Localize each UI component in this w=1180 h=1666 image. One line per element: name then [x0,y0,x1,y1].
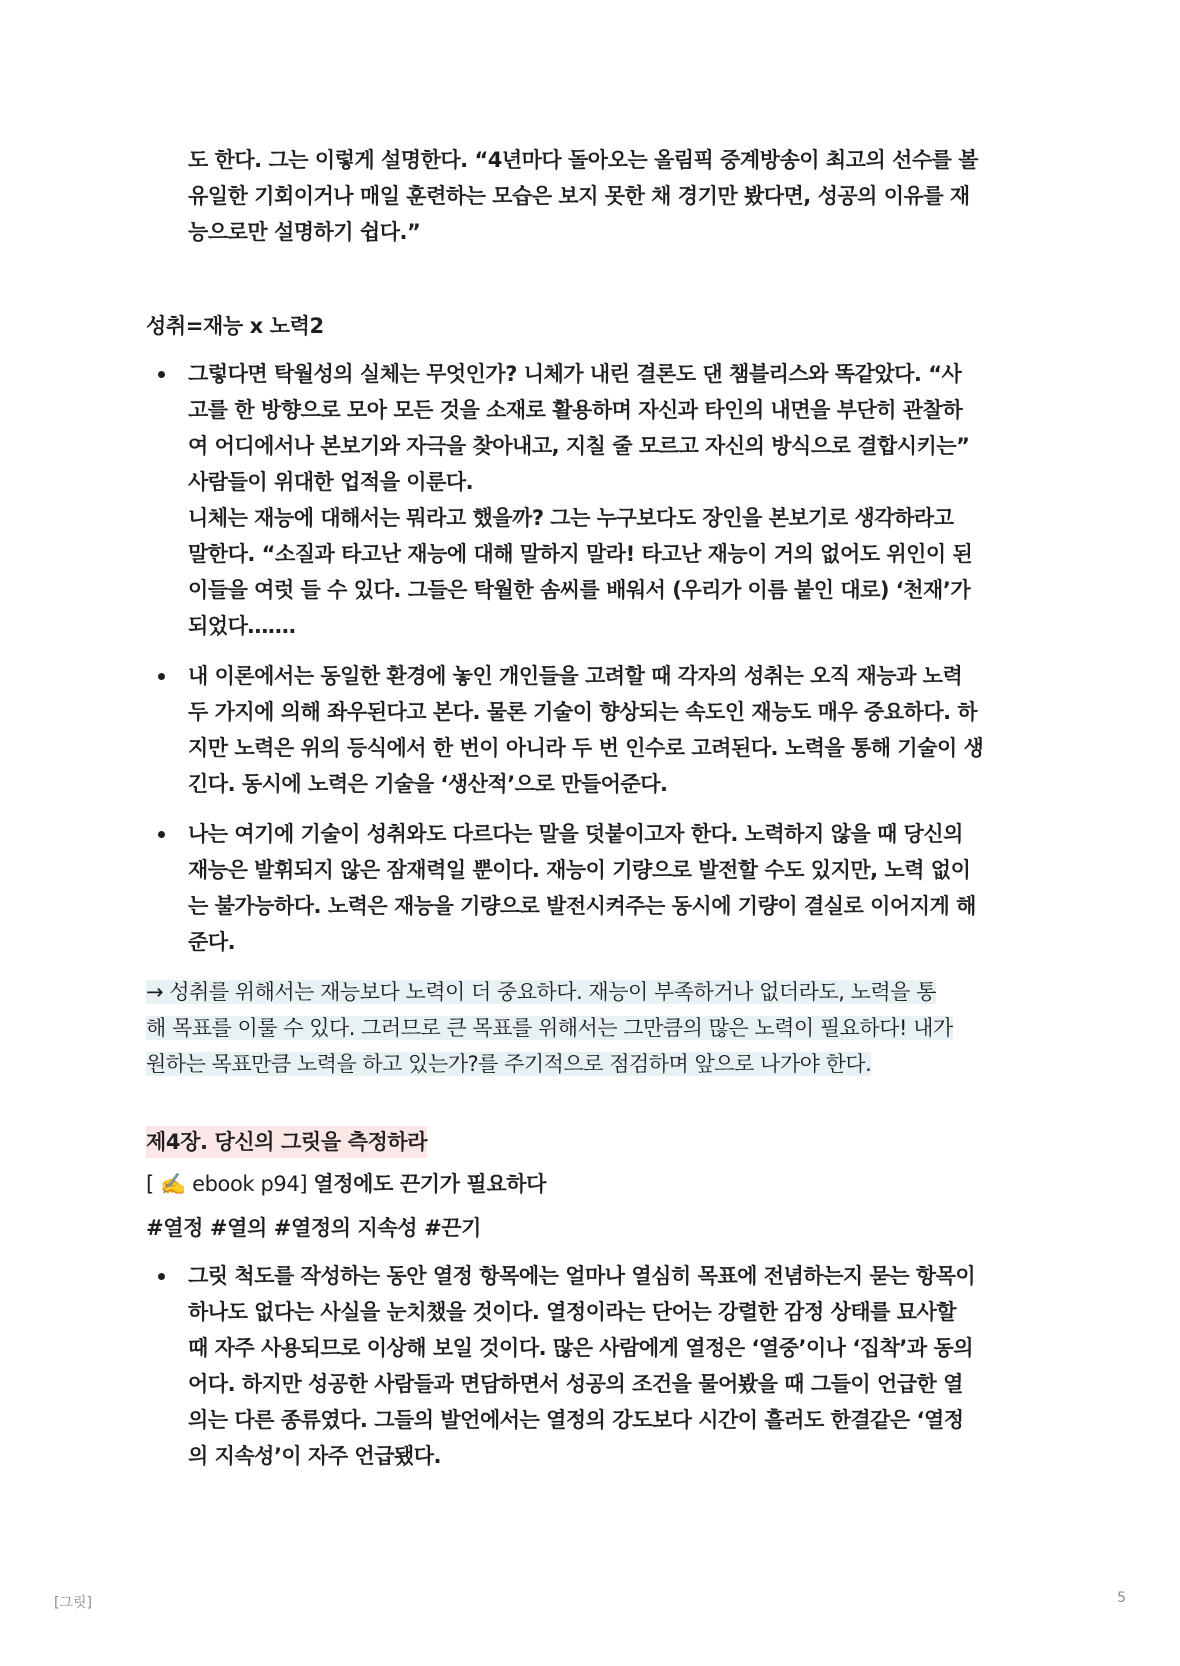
text-line: 재능은 발휘되지 않은 잠재력일 뿐이다. 재능이 기량으로 발전할 수도 있지만, 노력 없이 [188,858,971,882]
bullet-icon [158,371,165,378]
text-line: 고를 한 방향으로 모아 모든 것을 소재로 활용하며 자신과 타인의 내면을 부단히 관찰하 [188,398,963,422]
highlight-note [146,974,1046,1082]
list-item [146,356,1046,644]
text-line: 사람들이 위대한 업적을 이룬다. [188,470,474,494]
section-heading: 성취=재능 x 노력2 [146,314,324,338]
text-line: 이들을 여럿 들 수 있다. 그들은 탁월한 솜씨를 배워서 (우리가 이름 붙인 대로) ‘천재’가 [188,578,971,602]
bullet-icon [158,673,165,680]
chapter-title: 제4장. 당신의 그릿을 측정하라 [146,1126,427,1158]
intro-paragraph [188,142,1046,250]
text-line: 의는 다른 종류였다. 그들의 발언에서는 열정의 강도보다 시간이 흘러도 한결같은 ‘열정 [188,1408,964,1432]
footer-doc-title: [그릿] [54,1595,92,1611]
footer-page-number: 5 [1117,1590,1126,1606]
text-line: 그렇다면 탁월성의 실체는 무엇인가? 니체가 내린 결론도 댄 챔블리스와 똑같았다. “사 [188,362,962,386]
highlight-text: → 성취를 위해서는 재능보다 노력이 더 중요하다. 재능이 부족하거나 없더라도, 노력을 통 [146,980,936,1004]
page-content [146,142,1046,1488]
text-line: 두 가지에 의해 좌우된다고 본다. 물론 기술이 향상되는 속도인 재능도 매우 중요하다. 하 [188,700,978,724]
text-line: 의 지속성’이 자주 언급됐다. [188,1444,442,1468]
text-line: 내 이론에서는 동일한 환경에 놓인 개인들을 고려할 때 각자의 성취는 오직 재능과 노력 [188,664,963,688]
chapter-heading-wrap [146,1126,1046,1158]
text-line: 지만 노력은 위의 등식에서 한 번이 아니라 두 번 인수로 고려된다. 노력을 통해 기술이 생 [188,736,984,760]
text-line: 나는 여기에 기술이 성취와도 다르다는 말을 덧붙이고자 한다. 노력하지 않을 때 당신의 [188,822,963,846]
list-item [146,1258,1046,1474]
text-line: 는 불가능하다. 노력은 재능을 기량으로 발전시켜주는 동시에 기량이 결실로 이어지게 해 [188,894,976,918]
highlight-text: 해 목표를 이룰 수 있다. 그러므로 큰 목표를 위해서는 그만큼의 많은 노력이 필요하다! 내가 [146,1016,953,1040]
list-item [146,816,1046,960]
ebook-ref-title: 열정에도 끈기가 필요하다 [313,1172,546,1196]
text-line [146,1010,1046,1046]
text-line: 긴다. 동시에 노력은 기술을 ‘생산적’으로 만들어준다. [188,772,668,796]
text-line: 어다. 하지만 성공한 사람들과 면담하면서 성공의 조건을 물어봤을 때 그들이 언급한 열 [188,1372,963,1396]
tags-line: #열정 #열의 #열정의 지속성 #끈기 [146,1216,482,1240]
text-line: 도 한다. 그는 이렇게 설명한다. “4년마다 돌아오는 올림픽 중계방송이 최고의 선수를 볼 [188,148,979,172]
text-line: 하나도 없다는 사실을 눈치챘을 것이다. 열정이라는 단어는 강렬한 감정 상태를 묘사할 [188,1300,957,1324]
ebook-reference [146,1166,1046,1202]
text-line: 능으로만 설명하기 쉽다.” [188,220,421,244]
text-line [146,1046,1046,1082]
text-line [146,974,1046,1010]
text-line: 그릿 척도를 작성하는 동안 열정 항목에는 얼마나 열심히 목표에 전념하는지 묻는 항목이 [188,1264,976,1288]
list-item [146,658,1046,802]
bullet-list-achievement [146,356,1046,960]
text-line: 때 자주 사용되므로 이상해 보일 것이다. 많은 사람에게 열정은 ‘열중’이나 ‘집착’과 동의 [188,1336,974,1360]
bullet-icon [158,1273,165,1280]
bullet-list-passion [146,1258,1046,1474]
text-line: 준다. [188,930,236,954]
text-line: 되었다……. [188,614,296,638]
text-line: 여 어디에서나 본보기와 자극을 찾아내고, 지칠 줄 모르고 자신의 방식으로 결합시키는” [188,434,970,458]
ebook-ref-prefix: [ ✍️ ebook p94] [146,1172,314,1196]
text-line: 말한다. “소질과 타고난 재능에 대해 말하지 말라! 타고난 재능이 거의 없어도 위인이 된 [188,542,973,566]
highlight-text: 원하는 목표만큼 노력을 하고 있는가?를 주기적으로 점검하며 앞으로 나가야 한다. [146,1052,872,1076]
text-line: 니체는 재능에 대해서는 뭐라고 했을까? 그는 누구보다도 장인을 본보기로 생각하라고 [188,506,954,530]
bullet-icon [158,831,165,838]
text-line: 유일한 기회이거나 매일 훈련하는 모습은 보지 못한 채 경기만 봤다면, 성공의 이유를 재 [188,184,970,208]
